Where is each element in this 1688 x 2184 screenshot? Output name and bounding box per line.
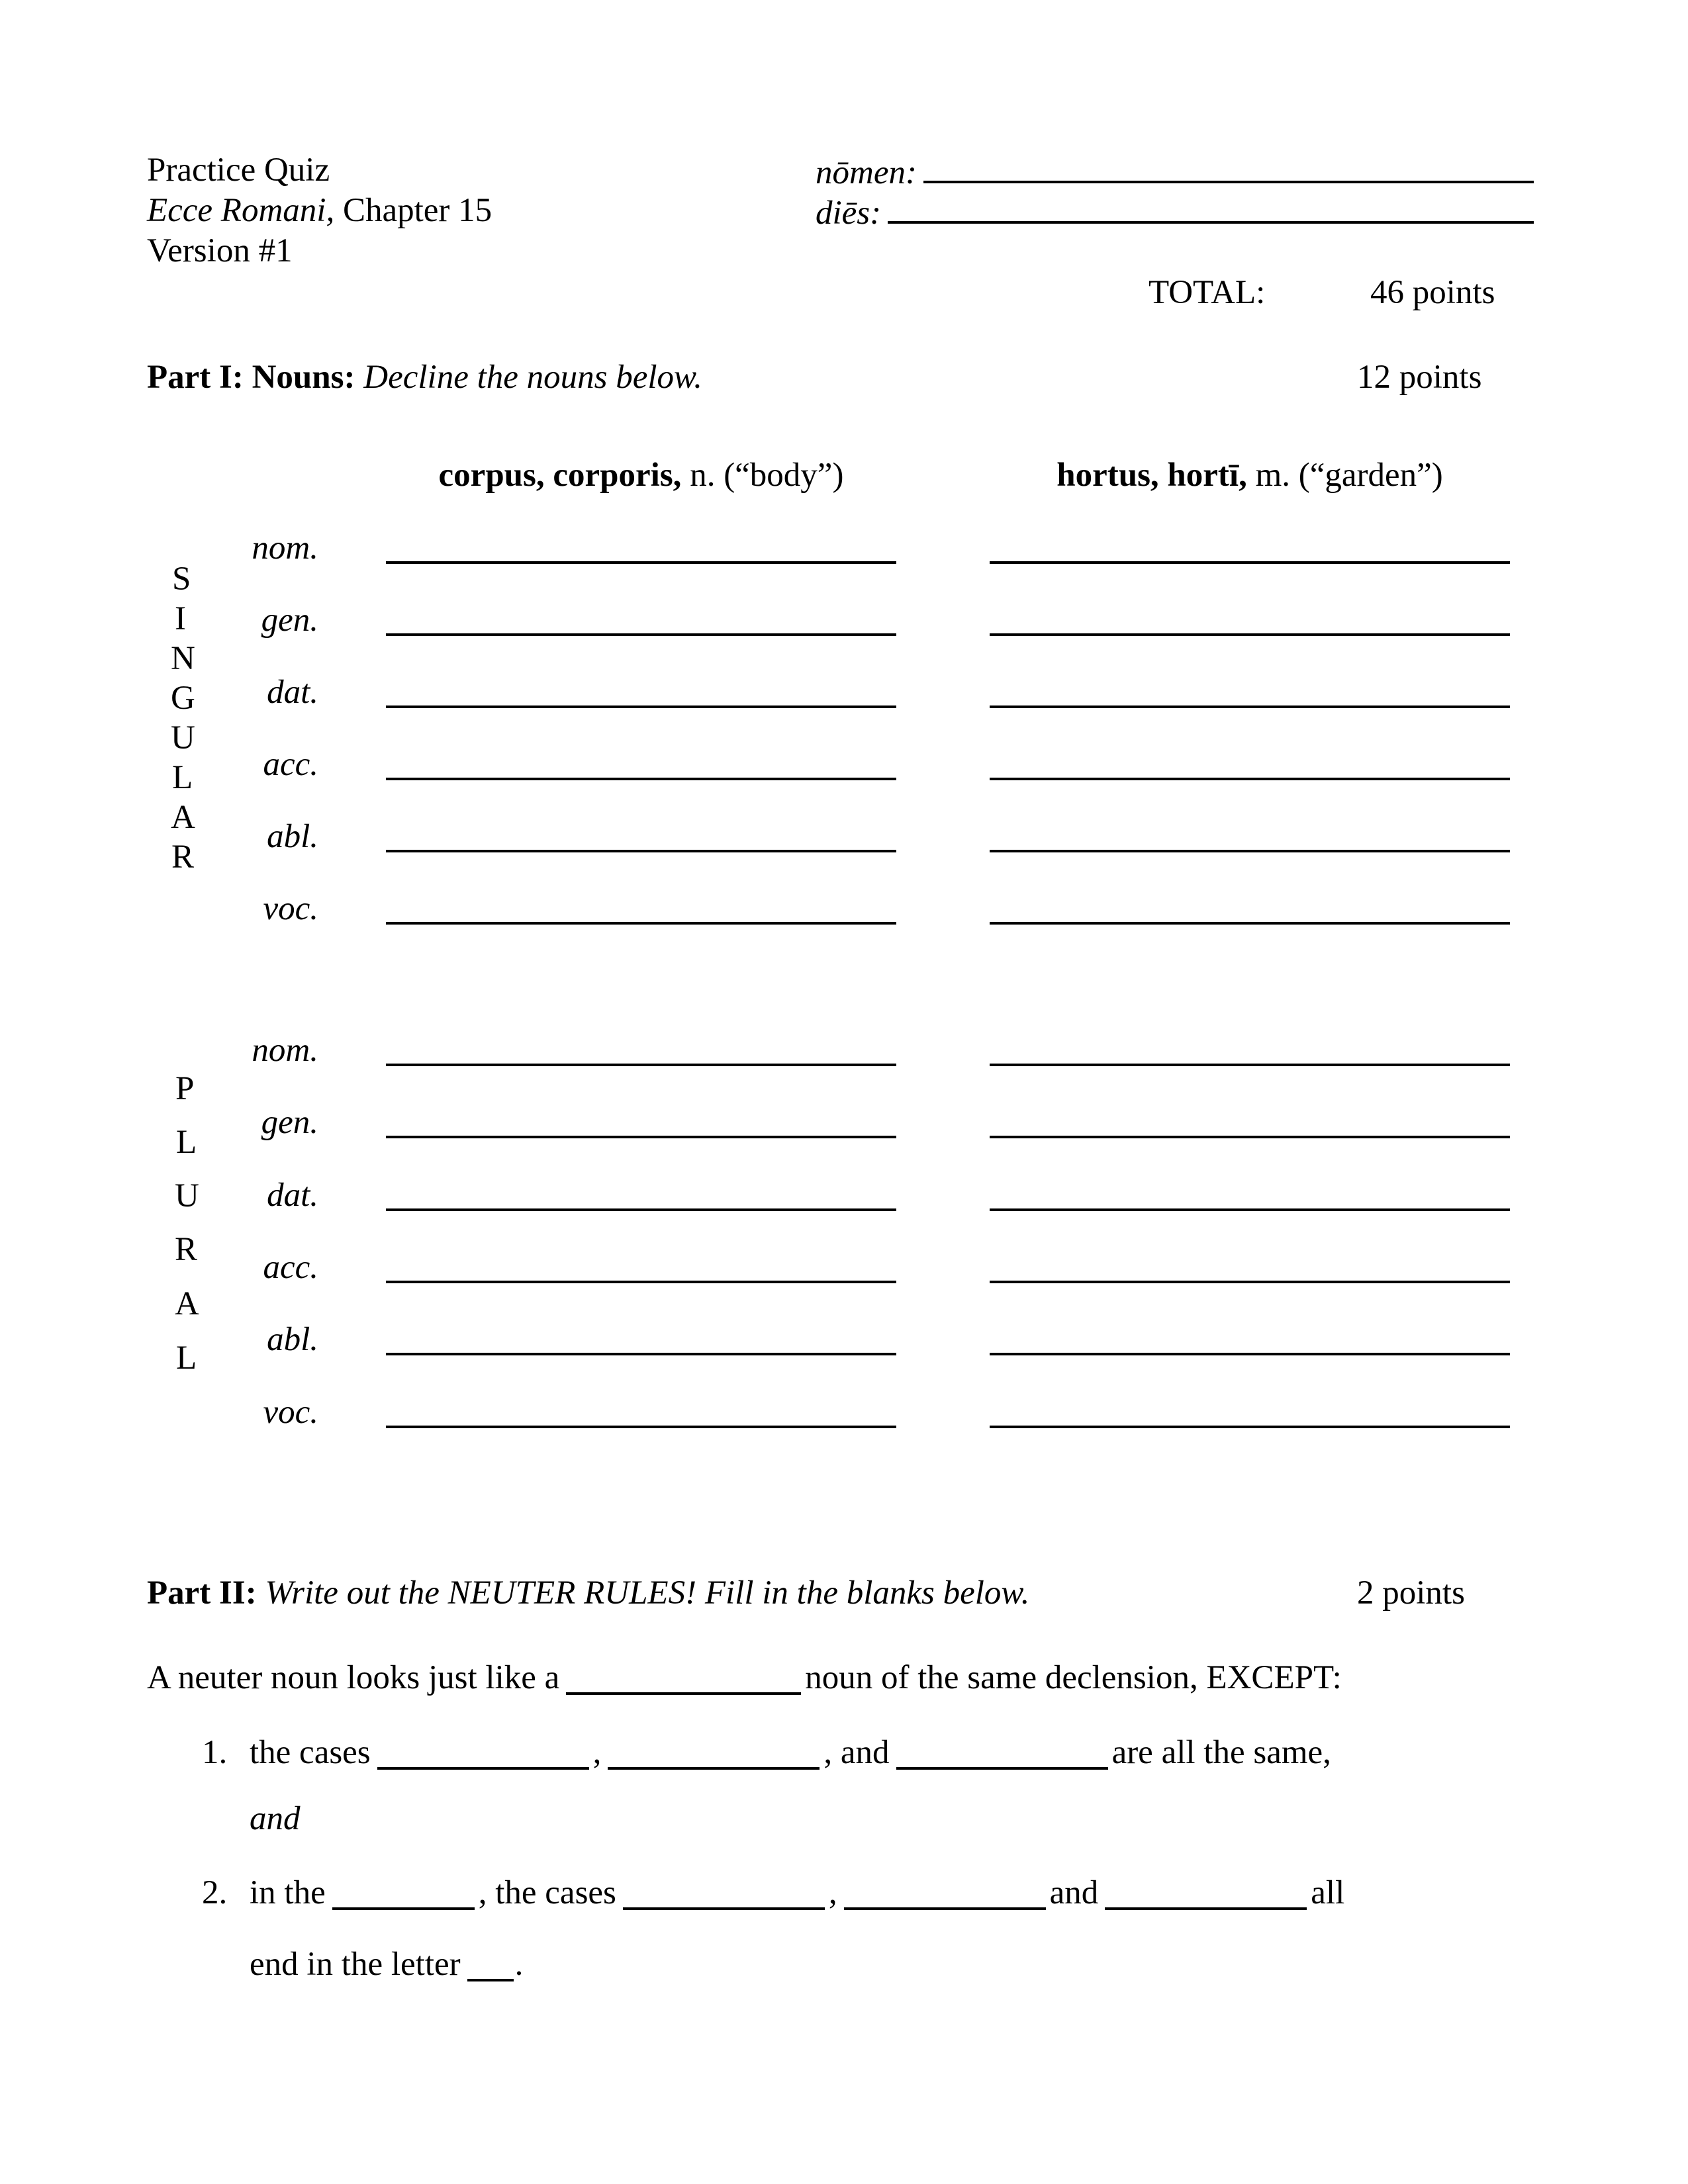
answer-line-corpus-gen-sg[interactable] <box>386 633 896 636</box>
item2-letter-blank[interactable] <box>467 1971 514 1981</box>
name-row <box>816 150 1534 191</box>
singular-letter: I <box>175 600 186 637</box>
quiz-version: Version #1 <box>147 232 293 269</box>
answer-line-corpus-abl-pl[interactable] <box>386 1353 896 1355</box>
part2-item1: 1. the cases , , and are all the same, <box>202 1733 1331 1773</box>
date-blank[interactable] <box>888 191 1534 224</box>
answer-line-corpus-nom-pl[interactable] <box>386 1064 896 1066</box>
case-label-acc-singular: acc. <box>263 746 318 783</box>
singular-letter: A <box>171 799 195 836</box>
item1-blank-3[interactable] <box>896 1759 1108 1770</box>
item1-blank-1[interactable] <box>377 1759 589 1770</box>
singular-letter: R <box>171 839 195 876</box>
plural-letter: P <box>175 1070 195 1107</box>
answer-line-hortus-voc-sg[interactable] <box>990 922 1510 925</box>
answer-line-hortus-acc-pl[interactable] <box>990 1281 1510 1283</box>
total-label: TOTAL: <box>1149 274 1266 311</box>
case-label-dat-singular: dat. <box>267 674 318 711</box>
singular-letter: U <box>171 719 195 756</box>
part2-intro: A neuter noun looks just like a noun of the same declension, EXCEPT: <box>147 1659 1342 1696</box>
plural-letter: A <box>175 1285 199 1322</box>
singular-letter: S <box>172 561 191 598</box>
answer-line-hortus-voc-pl[interactable] <box>990 1426 1510 1428</box>
answer-line-corpus-voc-pl[interactable] <box>386 1426 896 1428</box>
name-date-block <box>816 150 1534 231</box>
part2-item2: 2. in the , the cases , and all <box>202 1873 1344 1913</box>
date-label: diēs: <box>816 195 882 232</box>
part2-item1-continuation: and <box>250 1800 301 1837</box>
item2-number: 2. <box>202 1874 228 1911</box>
answer-line-hortus-abl-sg[interactable] <box>990 850 1510 852</box>
answer-line-corpus-abl-sg[interactable] <box>386 850 896 852</box>
item2-blank-3[interactable] <box>844 1899 1046 1910</box>
part2-heading: Part II: Write out the NEUTER RULES! Fill in the blanks below. <box>147 1574 1030 1612</box>
item1-blank-2[interactable] <box>608 1759 820 1770</box>
item2-blank-4[interactable] <box>1105 1899 1307 1910</box>
case-label-abl-plural: abl. <box>267 1321 318 1358</box>
case-label-voc-plural: voc. <box>263 1394 318 1431</box>
answer-line-corpus-acc-sg[interactable] <box>386 778 896 780</box>
answer-line-hortus-abl-pl[interactable] <box>990 1353 1510 1355</box>
singular-letter: L <box>172 759 193 796</box>
answer-line-hortus-nom-sg[interactable] <box>990 561 1510 564</box>
plural-letter: R <box>175 1231 198 1268</box>
plural-letter: U <box>175 1177 199 1214</box>
case-label-nom-plural: nom. <box>252 1032 318 1069</box>
part1-points: 12 points <box>1357 359 1482 396</box>
quiz-title-block <box>147 150 492 271</box>
quiz-source: Ecce Romani, Chapter 15 <box>147 192 492 229</box>
part2-item2-continuation: end in the letter . <box>250 1946 524 1983</box>
answer-line-corpus-voc-sg[interactable] <box>386 922 896 925</box>
total-row <box>1149 273 1495 313</box>
case-label-dat-plural: dat. <box>267 1177 318 1214</box>
date-row <box>816 191 1534 231</box>
answer-line-hortus-dat-pl[interactable] <box>990 1208 1510 1211</box>
column-header-hortus: hortus, hortī, m. (“garden”) <box>1056 457 1443 494</box>
item1-number: 1. <box>202 1734 228 1771</box>
plural-letter: L <box>176 1340 197 1377</box>
case-label-abl-singular: abl. <box>267 818 318 855</box>
name-label: nōmen: <box>816 154 917 191</box>
singular-letter: N <box>171 640 195 677</box>
answer-line-corpus-gen-pl[interactable] <box>386 1136 896 1138</box>
case-label-nom-singular: nom. <box>252 529 318 567</box>
case-label-acc-plural: acc. <box>263 1249 318 1286</box>
item2-blank-2[interactable] <box>623 1899 825 1910</box>
answer-line-corpus-dat-pl[interactable] <box>386 1208 896 1211</box>
case-label-voc-singular: voc. <box>263 890 318 927</box>
item2-blank-1[interactable] <box>332 1899 475 1910</box>
case-label-gen-plural: gen. <box>261 1104 318 1141</box>
answer-line-corpus-nom-sg[interactable] <box>386 561 896 564</box>
quiz-title: Practice Quiz <box>147 152 330 189</box>
singular-letter: G <box>171 680 195 717</box>
answer-line-hortus-dat-sg[interactable] <box>990 705 1510 708</box>
intro-blank[interactable] <box>566 1684 801 1695</box>
answer-line-corpus-dat-sg[interactable] <box>386 705 896 708</box>
column-header-corpus: corpus, corporis, n. (“body”) <box>438 457 844 494</box>
answer-line-hortus-gen-sg[interactable] <box>990 633 1510 636</box>
plural-letter: L <box>176 1124 197 1161</box>
answer-line-hortus-nom-pl[interactable] <box>990 1064 1510 1066</box>
case-label-gen-singular: gen. <box>261 602 318 639</box>
name-blank[interactable] <box>923 150 1534 183</box>
part2-points: 2 points <box>1357 1574 1465 1612</box>
answer-line-hortus-gen-pl[interactable] <box>990 1136 1510 1138</box>
answer-line-corpus-acc-pl[interactable] <box>386 1281 896 1283</box>
total-points: 46 points <box>1370 274 1495 311</box>
answer-line-hortus-acc-sg[interactable] <box>990 778 1510 780</box>
part1-heading: Part I: Nouns: Decline the nouns below. <box>147 359 703 396</box>
